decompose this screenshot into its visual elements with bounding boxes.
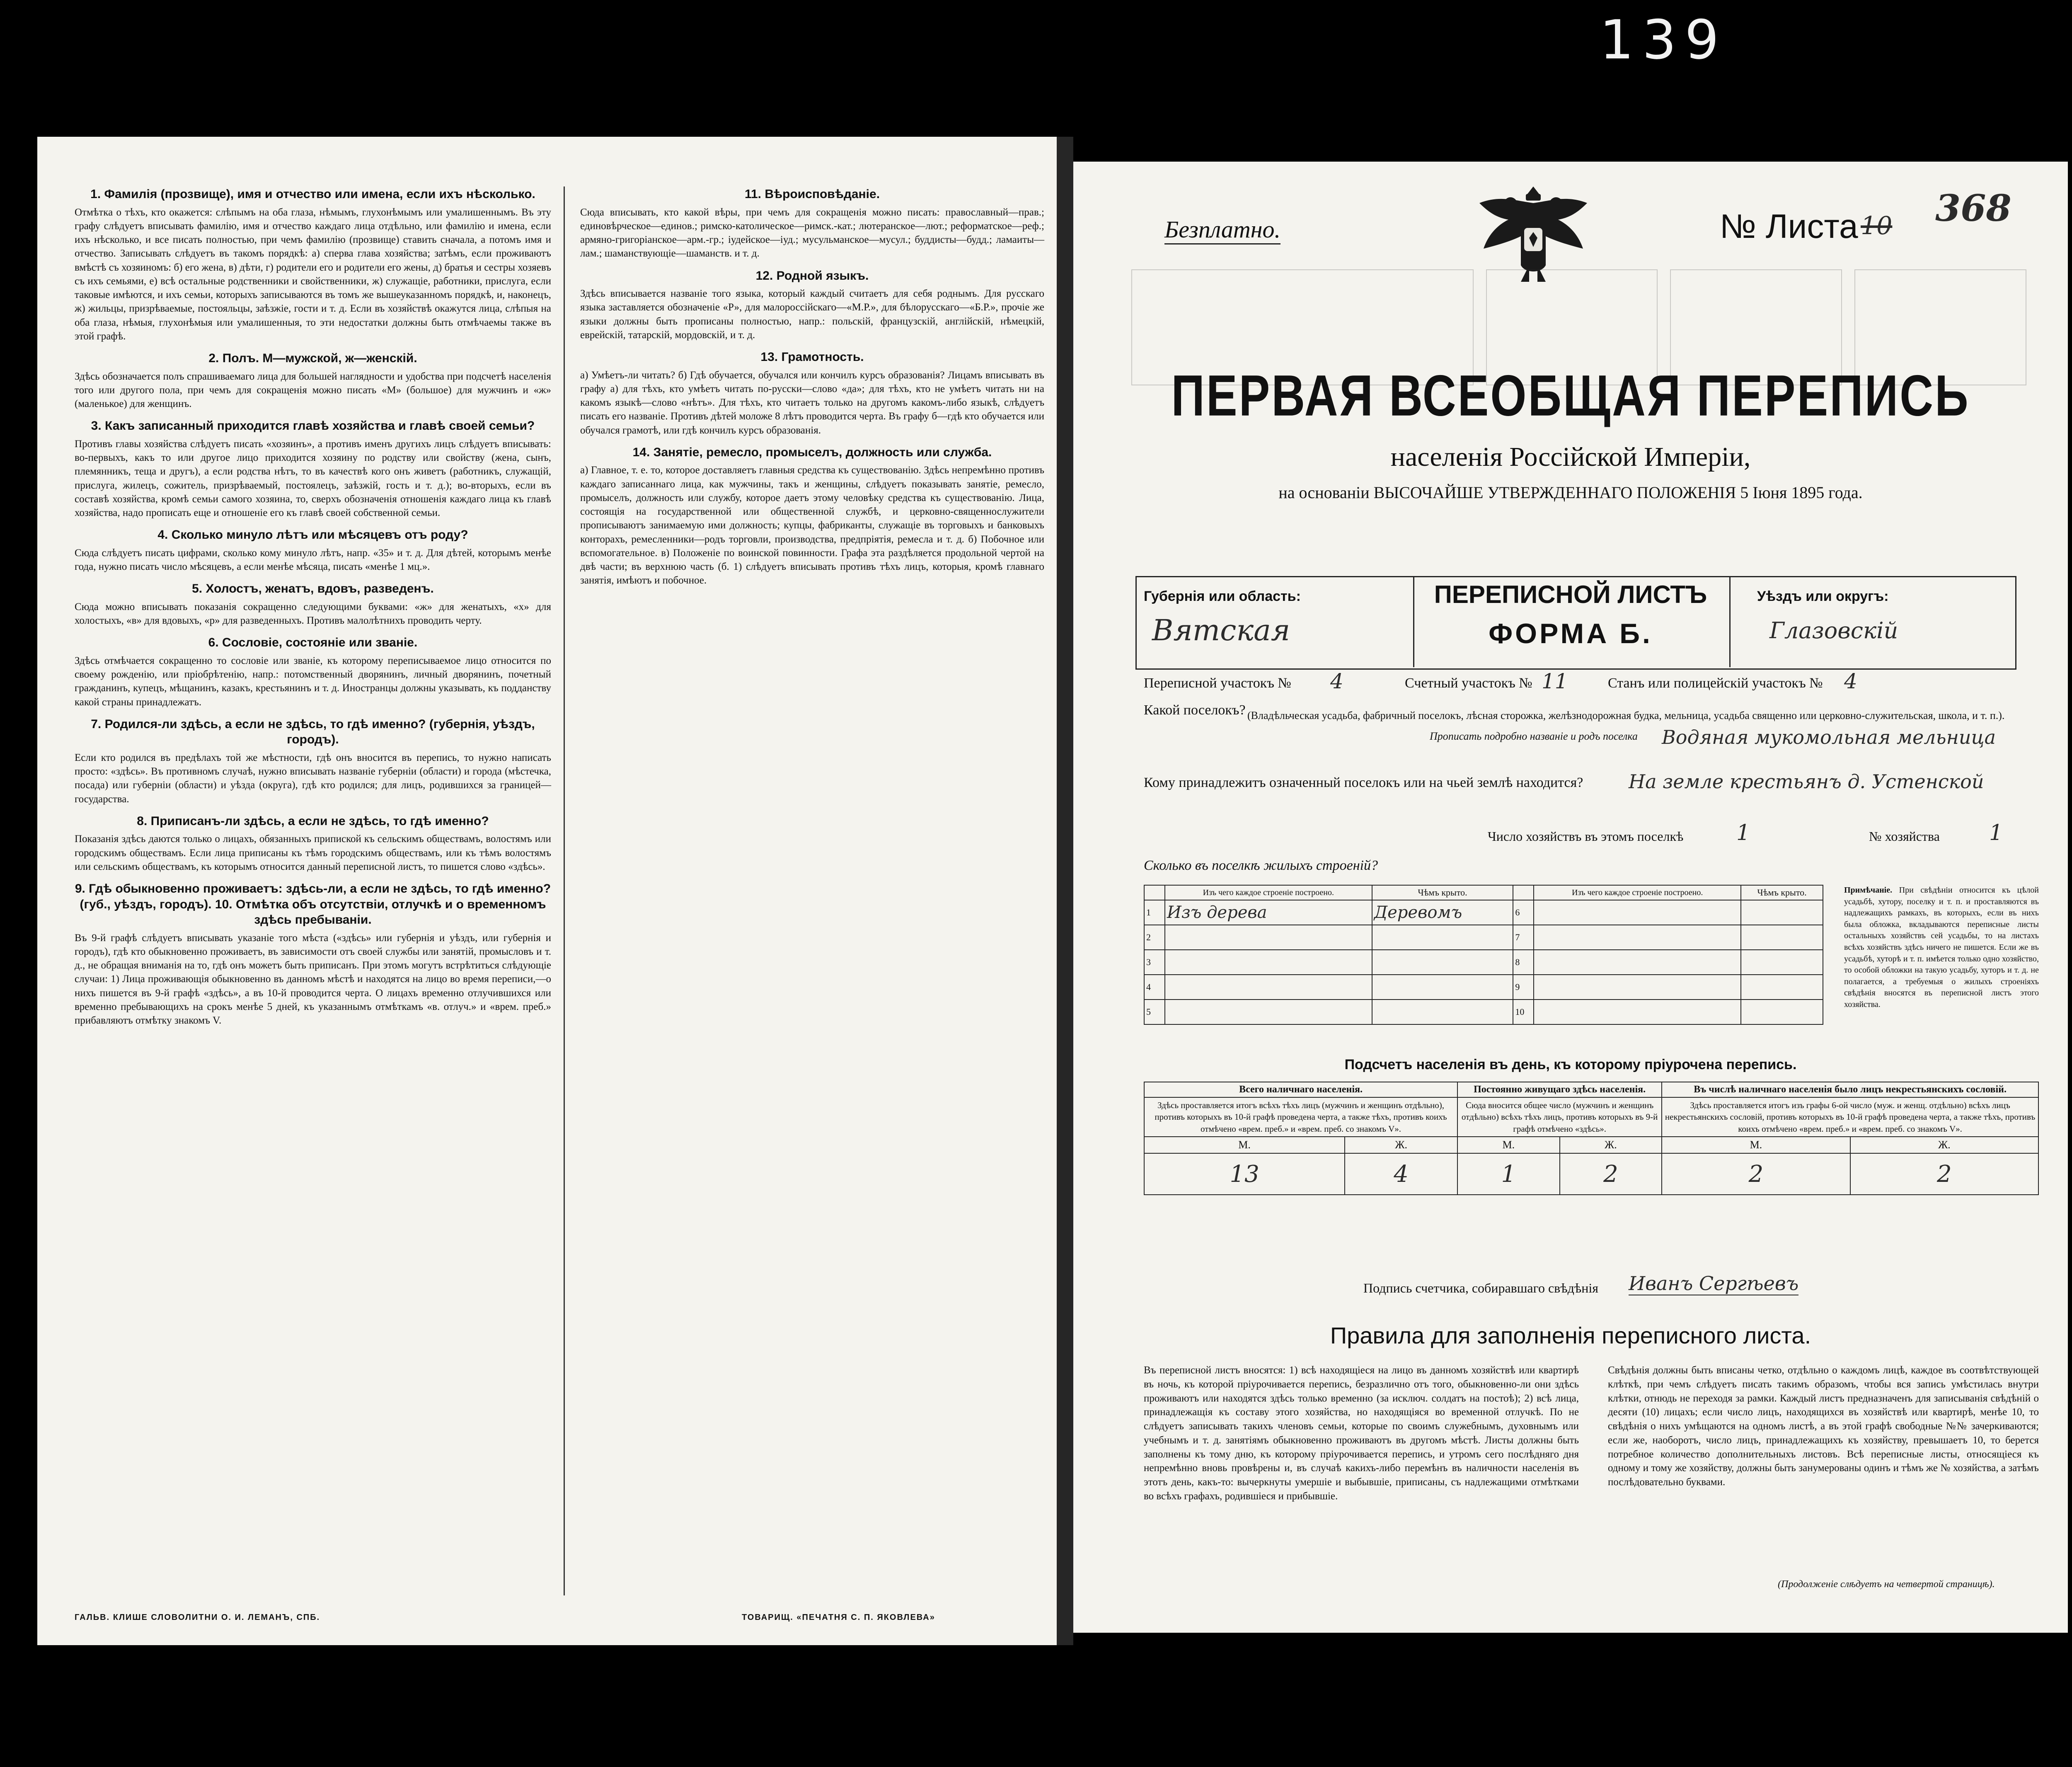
- instruction-text: Если кто родился въ предѣлахъ той же мѣстности, гдѣ онъ вносится въ перепись, то нужно написать просто: «здѣсь». Въ противномъ случаѣ, нужно вписывать названіе губерніи (области) и города (мѣстечка, посада) или губерніи (области) и уѣзда (округа), гдѣ кто родился; для лицъ, родившихся за границей—государства.: [75, 752, 551, 805]
- uezd-label: Уѣздъ или округъ:: [1757, 588, 1889, 604]
- buildings-col-what-2: Изъ чего каждое строеніе построено.: [1534, 885, 1741, 900]
- building-roof: [1741, 900, 1823, 925]
- instruction-section: [75, 881, 551, 1027]
- instruction-section: [580, 186, 1044, 261]
- archive-number: 139: [1600, 8, 1728, 71]
- instruction-section: [75, 186, 551, 343]
- rules-left-column: Въ переписной листъ вносятся: 1) всѣ находящіеся на лицо въ данномъ хозяйствѣ или квартирѣ въ ночь, къ которой пріурочивается перепись, безразлично отъ того, обыкновенно-ли они здѣсь проживаютъ или находятся здѣсь только временно (за исключ. солдатъ на постоѣ); 2) всѣ лица, принадлежащія къ составу этого хозяйства, но находящіяся во временной отлучкѣ. По не слѣдуетъ записывать такихъ членовъ семьи, которые по своимъ служебнымъ, духовнымъ или учебнымъ и т. д. занятіямъ обыкновенно проживаютъ въ другомъ мѣстѣ. Листы должны быть заполнены къ тому дню, къ которому пріурочивается перепись, и утромъ сего послѣдняго дня непремѣнно вновь провѣрены и, въ случаѣ какихъ-либо перемѣнъ въ наличности населенія въ этотъ день, какъ-то: вычеркнуты умершіе и выбывшіе, приписаны, съ надлежащими отмѣтками во всѣхъ графахъ, родившіеся и прибывшіе.: [1144, 1365, 1579, 1502]
- instructions-column-2: [580, 186, 1044, 595]
- building-material: [1165, 975, 1372, 1000]
- form-subtitle: ФОРМА Б.: [1489, 618, 1653, 649]
- sheet-number-label: № Листа: [1720, 208, 1858, 245]
- instruction-text: Противъ главы хозяйства слѣдуетъ писать «хозяинъ», а противъ именъ другихъ лицъ слѣдуетъ вписывать: во-первыхъ, какъ то или другое лицо приходится хозяину по родству или свойству (жена, сынъ, племянникъ, теща и другъ), а если родства нѣтъ, то въ качествѣ кого онъ живетъ (работникъ, служащій, прислуга, жилецъ, сожитель, призрѣваемый, постоялецъ, заѣзжій, гость и т. д.); во-вторыхъ, если въ составѣ хозяйства, кромѣ семьи самого хозяина, то, сверхъ обозначенія отношенія каждаго лица къ главѣ хозяйства, надо прописать еще и отношеніе его къ главѣ своей собственной семьи.: [75, 438, 551, 518]
- buildings-note: [1844, 885, 2039, 1011]
- population-count-col-head: Въ числѣ наличнаго населенія было лицъ некрестьянскихъ сословій.: [1662, 1082, 2038, 1097]
- building-roof: [1372, 1000, 1513, 1024]
- population-count-table: [1144, 1082, 2039, 1195]
- instruction-text: Здѣсь отмѣчается сокращенно то сословіе или званіе, къ которому переписываемое лицо относится по своему рожденію, или пріобрѣтенію, напр.: потомственный дворянинъ, личный дворянинъ, почетный гражданинъ, купецъ, мѣщанинъ, казакъ, крестьянинъ и т. д. Иностранцы должны указывать, къ подданству какой страны принадлежатъ.: [75, 655, 551, 708]
- building-number: 7: [1513, 925, 1534, 950]
- free-label: Безплатно.: [1164, 215, 1280, 244]
- household-number-label: № хозяйства: [1869, 829, 1940, 844]
- instruction-section: [580, 268, 1044, 342]
- instruction-section: [75, 813, 551, 874]
- column-divider: [564, 186, 565, 1595]
- instruction-heading: 14. Занятіе, ремесло, промыселъ, должность или служба.: [632, 445, 992, 459]
- instruction-heading: 3. Какъ записанный приходится главѣ хозяйства и главѣ своей семьи?: [91, 419, 535, 433]
- population-count-col-head: Всего наличнаго населенія.: [1144, 1082, 1457, 1097]
- building-material: Изъ дерева: [1165, 900, 1372, 925]
- building-roof: [1372, 950, 1513, 975]
- building-roof: [1741, 950, 1823, 975]
- left-page-instructions: [37, 137, 1057, 1645]
- building-roof: [1372, 925, 1513, 950]
- households-count-value: 1: [1736, 821, 1750, 845]
- buildings-col-what: Изъ чего каждое строеніе построено.: [1165, 885, 1372, 900]
- settlement-note-2: Прописать подробно названіе и родъ поселка: [1430, 730, 1638, 742]
- instruction-heading: 1. Фамилія (прозвище), имя и отчество или имена, если ихъ нѣсколько.: [90, 187, 535, 201]
- building-number: 3: [1144, 950, 1165, 975]
- building-material: [1165, 950, 1372, 975]
- instruction-section: [75, 351, 551, 411]
- guberniya-label: Губернія или область:: [1144, 588, 1301, 604]
- enumerator-signature: Иванъ Сергѣевъ: [1629, 1272, 1799, 1295]
- building-number: 9: [1513, 975, 1534, 1000]
- instruction-text: а) Умѣетъ-ли читать? б) Гдѣ обучается, обучался или кончилъ курсъ образованія? Лицамъ вписывать въ графу а) для тѣхъ, кто умѣетъ читать по-русски—слово «да»; для тѣхъ, кто не умѣетъ читать ни на какомъ языкѣ—слово «нѣтъ». Для тѣхъ, кто читаетъ только на другомъ какомъ-либо языкѣ, слѣдуетъ писать его названіе. Противъ дѣтей моложе 8 лѣтъ проводится черта. Въ графу б—гдѣ кто обучается или обучался грамотѣ, или гдѣ кончилъ курсъ образованія.: [580, 369, 1044, 436]
- population-count-col-desc: Здѣсь проставляется итогъ всѣхъ тѣхъ лицъ (мужчинъ и женщинъ отдѣльно), противъ которыхъ въ 10-й графѣ проведена черта, а также тѣхъ, противъ коихъ отмѣчено «врем. преб.» и «врем. преб. со знакомъ V».: [1144, 1097, 1457, 1137]
- counting-district-label: Счетный участокъ №: [1405, 675, 1532, 691]
- buildings-label: Сколько въ поселкѣ жилыхъ строеній?: [1144, 858, 1378, 873]
- building-number: 8: [1513, 950, 1534, 975]
- instruction-heading: 12. Родной языкъ.: [755, 269, 869, 283]
- buildings-col-roof: Чѣмъ крыто.: [1372, 885, 1513, 900]
- census-district-label: Переписной участокъ №: [1144, 675, 1291, 691]
- households-count-label: Число хозяйствъ въ этомъ поселкѣ: [1488, 829, 1684, 844]
- buildings-note-label: Примѣчаніе.: [1844, 886, 1893, 895]
- form-title: ПЕРЕПИСНОЙ ЛИСТЪ: [1434, 581, 1707, 608]
- instruction-section: [580, 445, 1044, 588]
- building-number: 10: [1513, 1000, 1534, 1024]
- population-count-value: 2: [1662, 1153, 1850, 1195]
- instruction-heading: 4. Сколько минуло лѣтъ или мѣсяцевъ отъ роду?: [157, 528, 468, 542]
- building-roof: [1372, 975, 1513, 1000]
- building-number: 2: [1144, 925, 1165, 950]
- instruction-text: Въ 9-й графѣ слѣдуетъ вписывать указаніе того мѣста («здѣсь» или губернія и уѣздъ, или губернія и городъ), гдѣ кто обыкновенно проживаетъ, въ зависимости отъ своей службы или занятій, промысловъ и т. д., не обращая вниманія на то, гдѣ онъ можетъ быть приписанъ. При этомъ могутъ встрѣтиться слѣдующіе случаи: 1) Лица проживающія обыкновенно въ данномъ мѣстѣ и находятся на лицо во время переписи,—о нихъ пишется въ 9-й графѣ «здѣсь», а въ 10-й проводится черта. О лицахъ временно отлучившихся или временно пребывающихъ на срокъ менѣе 5 дней, къ указаннымъ отмѣткамъ «в. отлуч.» и «врем. преб.» прибавляютъ отмѣтку знакомъ V.: [75, 932, 551, 1026]
- instruction-section: [75, 527, 551, 574]
- building-roof: Деревомъ: [1372, 900, 1513, 925]
- instruction-section: [75, 418, 551, 520]
- census-main-title: ПЕРВАЯ ВСЕОБЩАЯ ПЕРЕПИСЬ: [1171, 363, 1970, 428]
- population-count-value: 4: [1345, 1153, 1457, 1195]
- settlement-label: Какой поселокъ?: [1144, 702, 1246, 718]
- building-roof: [1741, 1000, 1823, 1024]
- population-sex-label: М.: [1457, 1137, 1560, 1153]
- population-sex-label: Ж.: [1345, 1137, 1457, 1153]
- population-count-title: Подсчетъ населенія въ день, къ которому пріурочена перепись.: [1344, 1057, 1797, 1072]
- population-count-value: 2: [1560, 1153, 1662, 1195]
- census-subtitle: населенія Россійской Имперіи,: [1390, 442, 1751, 472]
- settlement-value: Водяная мукомольная мельница: [1662, 726, 1996, 748]
- population-count-col-desc: Здѣсь проставляется итогъ изъ графы 6-ой число (муж. и женщ. отдѣльно) всѣхъ лицъ некрестьянскихъ сословій, противъ которыхъ въ 10-й графѣ проведена черта, а также тѣхъ, противъ коихъ отмѣчено «врем. преб.» и «врем. преб. со знакомъ V».: [1662, 1097, 2038, 1137]
- guberniya-value: Вятская: [1152, 613, 1290, 647]
- building-roof: [1741, 975, 1823, 1000]
- population-count-col-desc: Сюда вносится общее число (мужчинъ и женщинъ отдѣльно) всѣхъ тѣхъ лицъ, противъ которыхъ въ 9-й графѣ отмѣчено «здѣсь».: [1457, 1097, 1662, 1137]
- buildings-row: [1144, 900, 1823, 925]
- building-number: 1: [1144, 900, 1165, 925]
- population-count-value: 2: [1850, 1153, 2038, 1195]
- population-sex-label: М.: [1662, 1137, 1850, 1153]
- instruction-heading: 13. Грамотность.: [760, 350, 864, 364]
- buildings-note-text: При свѣдѣніи относится къ цѣлой усадьбѣ, хутору, поселку и т. п. и проставляются въ надлежащихъ рамкахъ, въ которыхъ, если въ нихъ была обложка, вкладываются переписные листы остальныхъ хозяйствъ сей усадьбы, то на листахъ всѣхъ хозяйствъ здѣсь ничего не пишется. Если же въ усадьбѣ, хуторѣ и т. п. имѣется только одно хозяйство, то особой обложки на такую усадьбу, хуторъ и т. д. не полагается, а требуемыя о жилыхъ строеніяхъ свѣдѣнія вносятся въ переписной листъ этого хозяйства.: [1844, 886, 2039, 1009]
- census-legal-basis: на основаніи ВЫСОЧАЙШЕ УТВЕРЖДЕННАГО ПОЛОЖЕНІЯ 5 Іюня 1895 года.: [1278, 483, 1863, 502]
- building-number: 6: [1513, 900, 1534, 925]
- settlement-note: (Владѣльческая усадьба, фабричный поселокъ, лѣсная сторожка, желѣзнодорожная будка, мельница, усадьба священно или церковно-служительская, школа, и т. п.).: [1247, 709, 2005, 721]
- population-count-col-head: Постоянно живущаго здѣсь населенія.: [1457, 1082, 1662, 1097]
- uezd-value: Глазовскій: [1769, 617, 1898, 644]
- instruction-text: а) Главное, т. е. то, которое доставляетъ главныя средства къ существованію. Здѣсь непремѣнно противъ каждаго записаннаго лица, как мужчины, такъ и женщины, слѣдуетъ показывать занятіе, ремесло, промыселъ, должность или службу, которое даетъ этому человѣку средства къ существованію. Лица, состоящія на государственной или общественной службѣ, и церковно-священнослужители прописываютъ занимаемую ими должность; купцы, фабриканты, служащіе въ торговыхъ и банковыхъ конторахъ, ремесленники—родъ торговли, производства, предпріятія, ремесла и т. д. б) Побочное или вспомогательное. в) Положеніе по воинской повинности. Графа эта раздѣляется продольной чертой на двѣ части; въ верхнюю часть (б. 1) слѣдуетъ вписывать противъ тѣхъ лицъ, которыя, кромѣ главнаго занятія, имѣютъ и побочное.: [580, 465, 1044, 586]
- enumerator-signature-label: Подпись счетчика, собиравшаго свѣдѣнія: [1363, 1280, 1599, 1295]
- instruction-text: Здѣсь обозначается полъ спрашиваемаго лица для большей наглядности и удобства при подсчетѣ населенія того или другого пола, при чемъ для сокращенія можно писать «М» (большое) для мужчинъ и «ж» (маленькое) для женщинъ.: [75, 370, 551, 409]
- buildings-row: [1144, 975, 1823, 1000]
- police-district-value: 4: [1844, 669, 1857, 693]
- book-gutter: [1057, 137, 1073, 1645]
- instruction-text: Отмѣтка о тѣхъ, кто окажется: слѣпымъ на оба глаза, нѣмымъ, глухонѣмымъ или умалишеннымъ. Въ эту графу слѣдуетъ вписывать фамилію, имя и отчество каждаго лица отдѣльно, или фамилію и имена, если ихъ нѣсколько, и все писать полностью, при чемъ фамилію (прозвище) ставить сначала, а потомъ имя и отчество. Записывать слѣдуетъ въ такомъ порядкѣ: а) сперва глава хозяйства; затѣмъ, если проживаютъ вмѣстѣ съ хозяиномъ: б) его жена, в) дѣти, г) родители его и родители его жены, д) братья и сестры хозяевъ съ ихъ семьями, е) всѣ остальные родственники и свойственники, ж) служащіе, работники, прислуга, если таковые имѣются, и ихъ семьи, которыхъ записываются въ томъ же вышеуказанномъ порядкѣ, и, наконецъ, ж) жильцы, призрѣваемые, постояльцы, заѣзжіе, гости и т. д. Если въ хозяйствѣ окажутся лица, слѣпыя на оба глаза, нѣмыя, глухонѣмыя или умалишенныя, то эти недостатки должны быть отмѣчаемы также въ этой графѣ.: [75, 206, 551, 342]
- instruction-text: Показанія здѣсь даются только о лицахъ, обязанныхъ припиской къ сельскимъ обществамъ, волостямъ или городскимъ обществамъ. Если лица приписаны къ тѣмъ городскимъ обществамъ, или къ тѣмъ волостямъ или сельскимъ обществамъ, къ которымъ относится данный переписной листъ, то пишется слово «здѣсь».: [75, 833, 551, 872]
- printer-imprint-right: ТОВАРИЩ. «ПЕЧАТНЯ С. П. ЯКОВЛЕВА»: [742, 1613, 935, 1622]
- population-count-value: 1: [1457, 1153, 1560, 1195]
- instruction-section: [75, 635, 551, 709]
- sheet-number-value: 10: [1861, 211, 1893, 240]
- building-material: [1534, 975, 1741, 1000]
- building-material: [1165, 1000, 1372, 1024]
- instruction-heading: 2. Полъ. М—мужской, ж—женскій.: [208, 351, 417, 365]
- building-material: [1534, 1000, 1741, 1024]
- rules-title: Правила для заполненія переписного листа.: [1330, 1322, 1811, 1348]
- instruction-heading: 11. Вѣроисповѣданіе.: [744, 187, 880, 201]
- household-number-value: 1: [1989, 821, 2003, 845]
- instruction-heading: 8. Приписанъ-ли здѣсь, а если не здѣсь, то гдѣ именно?: [137, 814, 489, 828]
- instruction-heading: 9. Гдѣ обыкновенно проживаетъ: здѣсь-ли, а если не здѣсь, то гдѣ именно? (губ., уѣздъ, городъ). 10. Отмѣтка объ отсутствіи, отлучкѣ и о временномъ здѣсь пребываніи.: [75, 882, 551, 927]
- instruction-text: Сюда можно вписывать показанія сокращенно следующими буквами: «ж» для женатыхъ, «х» для холостыхъ, «в» для вдовыхъ, «р» для разведенныхъ. Противъ малолѣтнихъ проводить черту.: [75, 601, 551, 626]
- building-roof: [1741, 925, 1823, 950]
- instruction-section: [75, 716, 551, 806]
- rules-continued-note: (Продолженіе слѣдуетъ на четвертой страницѣ).: [1778, 1579, 1995, 1590]
- building-material: [1534, 925, 1741, 950]
- instruction-text: Сюда вписывать, кто какой вѣры, при чемъ для сокращенія можно писать: православный—прав.; единовѣрческое—единов.; римско-католическое—римск.-кат.; лютеранское—лют.; реформатское—реф.; армяно-григоріанское—арм.-гр.; іудейское—іуд.; мусульманское—мусул.; буддисты—будд.; ламаиты—лам.; шаманствующіе—шаманств. и т. д.: [580, 206, 1044, 259]
- instruction-text: Здѣсь вписывается названіе того языка, который каждый считаетъ для себя роднымъ. Для русскаго языка заставляется обозначеніе «Р», для малороссійскаго—«М.Р.», для бѣлорусскаго—«Б.Р.», прочіе же языки должны быть прописаны полностью, напр.: польскій, французскій, англійскій, нѣмецкій, еврейскій, татарскій, мордовскій, и т. д.: [580, 288, 1044, 341]
- buildings-row: [1144, 925, 1823, 950]
- instructions-column-1: [75, 186, 551, 1035]
- building-material: [1534, 900, 1741, 925]
- buildings-row: [1144, 1000, 1823, 1024]
- archive-stamp-number: 368: [1935, 186, 2011, 230]
- instruction-heading: 7. Родился-ли здѣсь, а если не здѣсь, то гдѣ именно? (губернія, уѣздъ, городъ).: [91, 717, 535, 747]
- population-sex-label: Ж.: [1560, 1137, 1662, 1153]
- building-number: 5: [1144, 1000, 1165, 1024]
- buildings-col-roof-2: Чѣмъ крыто.: [1741, 885, 1823, 900]
- instruction-heading: 6. Сословіе, состояніе или званіе.: [208, 636, 418, 650]
- owner-value: На земле крестьянъ д. Устенской: [1629, 770, 1984, 793]
- printer-imprint-left: ГАЛЬВ. КЛИШЕ СЛОВОЛИТНИ О. И. ЛЕМАНЪ, СПБ.: [75, 1613, 320, 1622]
- population-count-value: 13: [1144, 1153, 1345, 1195]
- building-material: [1165, 925, 1372, 950]
- police-district-label: Станъ или полицейскій участокъ №: [1608, 675, 1823, 691]
- buildings-row: [1144, 950, 1823, 975]
- instruction-text: Сюда слѣдуетъ писать цифрами, сколько кому минуло лѣтъ, напр. «35» и т. д. Для дѣтей, которымъ менѣе года, нужно писать число мѣсяцевъ, а если менѣе мѣсяца, писать «менѣе 1 мц.».: [75, 547, 551, 572]
- building-material: [1534, 950, 1741, 975]
- instruction-heading: 5. Холостъ, женатъ, вдовъ, разведенъ.: [192, 582, 434, 596]
- instruction-section: [580, 349, 1044, 437]
- counting-district-value: 11: [1542, 669, 1568, 693]
- census-district-value: 4: [1330, 669, 1343, 693]
- right-page-census-form: [1073, 162, 2068, 1633]
- population-sex-label: Ж.: [1850, 1137, 2038, 1153]
- instruction-section: [75, 581, 551, 627]
- owner-label: Кому принадлежитъ означенный поселокъ или на чьей землѣ находится?: [1144, 775, 1583, 790]
- rules-right-column: Свѣдѣнія должны быть вписаны четко, отдѣльно о каждомъ лицѣ, каждое въ соотвѣтствующей клѣткѣ, при чемъ слѣдуетъ писать такимъ образомъ, чтобы вся запись умѣстилась внутри клѣтки, отнюдь не переходя за рамки. Каждый листъ предназначенъ для записыванія свѣдѣній о десяти (10) лицахъ; если число лицъ, находящихся въ хозяйствѣ или квартирѣ, менѣе 10, то свѣдѣнія о нихъ умѣщаются на одномъ листѣ, а въ этой графѣ свободные №№ зачеркиваются; если же, наоборотъ, число лицъ, принадлежащихъ къ хозяйству, превышаетъ 10, то берется потребное количество дополнительныхъ листовъ. Всѣ переписные листы, относящіеся къ одному и тому же хозяйству, должны быть занумерованы одинъ и тѣмъ же № хозяйства, а затѣмъ послѣдовательно буквами.: [1608, 1365, 2039, 1488]
- population-sex-label: М.: [1144, 1137, 1345, 1153]
- buildings-table: [1144, 885, 1823, 1025]
- building-number: 4: [1144, 975, 1165, 1000]
